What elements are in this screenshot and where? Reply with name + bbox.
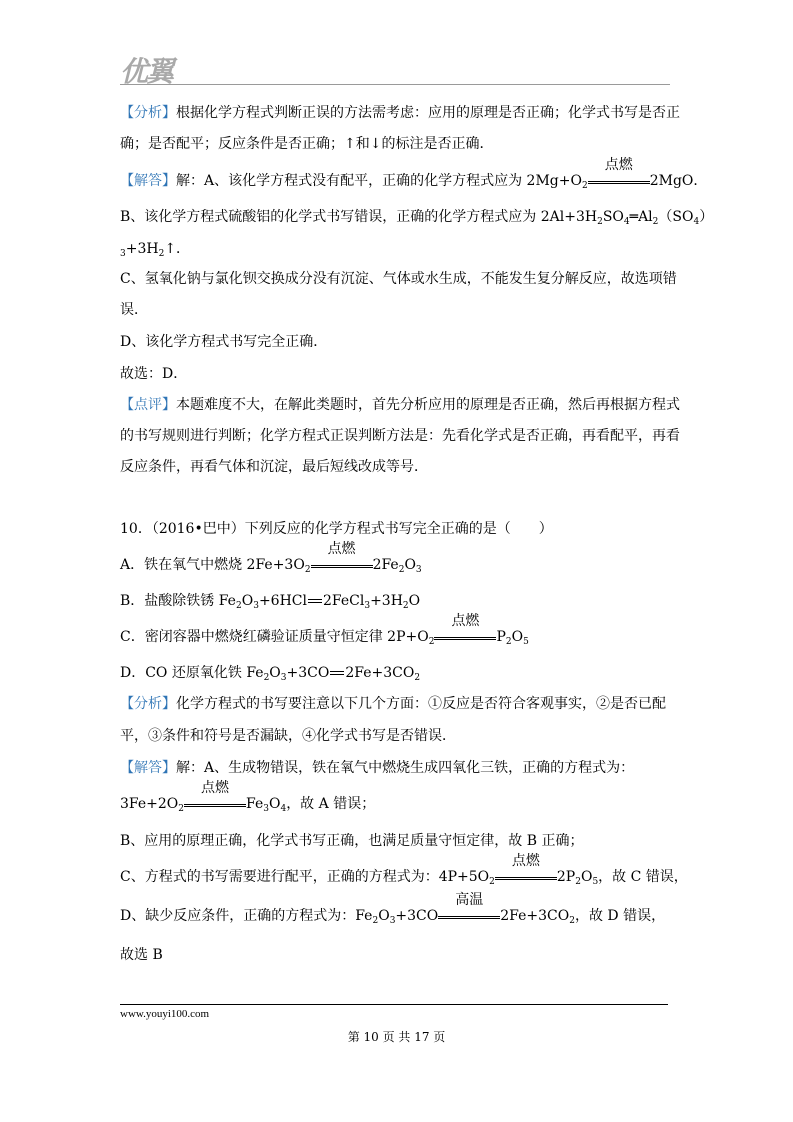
option-c <box>120 613 529 647</box>
option-text: O <box>269 665 281 681</box>
option-text: C．密闭容器中燃烧红磷验证质量守恒定律 2P+O <box>120 629 429 645</box>
reaction-condition <box>588 157 650 190</box>
option-text: +3CO <box>286 665 330 681</box>
reaction-condition <box>184 780 246 813</box>
option-b <box>120 592 420 610</box>
question-stem <box>120 520 553 538</box>
option-a <box>120 541 422 575</box>
equation-text: （SO <box>658 209 694 225</box>
comment-text: 反应条件，再看气体和沉淀，最后短线改成等号． <box>120 459 428 475</box>
analysis-text: 平，③条件和符号是否漏缺，④化学式书写是否错误． <box>120 728 456 744</box>
q10-solution-line-d <box>120 892 666 926</box>
solution-text: D、该化学方程式书写完全正确． <box>120 334 328 350</box>
reaction-condition <box>434 613 496 646</box>
solution-tag: 【解答】 <box>120 760 176 776</box>
equation-text: ═Al <box>629 209 653 225</box>
choice-line <box>120 365 187 383</box>
equation-text: ，故 C 错误， <box>598 869 688 885</box>
option-text: A．铁在氧气中燃烧 2Fe+3O <box>120 557 305 573</box>
subscript: 5 <box>592 877 599 887</box>
equation-text: 解：A、该化学方程式没有配平，正确的化学方程式应为 2Mg+O <box>176 173 582 189</box>
equation-text: O <box>378 908 390 924</box>
option-text: O <box>511 629 524 645</box>
subscript: 3 <box>280 673 287 683</box>
comment-line-3 <box>120 458 428 476</box>
reaction-condition <box>311 541 373 574</box>
equation-text: ） <box>699 209 714 225</box>
comment-line-2 <box>120 427 680 445</box>
header-rule <box>120 84 670 85</box>
q10-solution-line-a2 <box>120 780 376 814</box>
condition-label: 高温 <box>455 892 484 908</box>
solution-line-d <box>120 333 327 351</box>
solution-line-a <box>120 157 708 191</box>
subscript: 2 <box>428 637 435 647</box>
equals-sign <box>438 916 500 919</box>
equals-sign <box>311 565 373 568</box>
option-text: O <box>241 593 254 609</box>
subscript: 2 <box>569 916 575 926</box>
reaction-condition <box>495 853 557 886</box>
q10-solution-line-c <box>120 853 688 887</box>
analysis-text: 确；是否配平；反应条件是否正确；↑和↓的标注是否正确． <box>120 136 494 152</box>
equals-sign <box>308 599 322 603</box>
subscript: 2 <box>402 601 409 611</box>
analysis-tag: 【分析】 <box>120 105 176 121</box>
subscript: 3 <box>415 565 422 575</box>
choice-text: 故选 B <box>120 947 163 963</box>
option-text: +3H <box>370 593 403 609</box>
subscript: 4 <box>623 217 630 227</box>
comment-tag: 【点评】 <box>120 397 176 413</box>
subscript: 3 <box>364 601 371 611</box>
equation-text: B、该化学方程式硫酸铝的化学式书写错误，正确的化学方程式应为 2Al+3H <box>120 209 598 225</box>
equation-text: ↑． <box>164 241 191 257</box>
condition-label: 点燃 <box>451 613 480 629</box>
equation-text: 2P <box>556 869 576 885</box>
equation-text: SO <box>602 209 624 225</box>
solution-text: 解：A、生成物错误，铁在氧气中燃烧生成四氧化三铁，正确的方程式为： <box>176 760 635 776</box>
option-text: 2Fe+3CO <box>345 665 415 681</box>
subscript: 2 <box>372 916 379 926</box>
subscript: 4 <box>693 217 700 227</box>
option-text: +6HCl <box>258 593 307 609</box>
subscript: 3 <box>253 601 259 611</box>
subscript: 3 <box>120 249 126 259</box>
analysis-line-1 <box>120 104 680 122</box>
analysis-line-2 <box>120 135 493 153</box>
q10-solution-line-a1 <box>120 759 634 777</box>
subscript: 3 <box>389 916 396 926</box>
subscript: 2 <box>398 565 405 575</box>
analysis-text: 根据化学方程式判断正误的方法需考虑：应用的原理是否正确；化学式书写是否正 <box>176 105 680 121</box>
equals-sign <box>330 671 344 675</box>
subscript: 2 <box>575 877 581 887</box>
solution-line-c1 <box>120 270 677 288</box>
condition-label: 点燃 <box>327 541 356 557</box>
condition-label: 点燃 <box>511 853 540 869</box>
page-number: 第 10 页 共 17 页 <box>347 1030 446 1044</box>
analysis-text: 化学方程式的书写要注意以下几个方面：①反应是否符合客观事实，②是否已配 <box>176 696 666 712</box>
equals-sign <box>184 804 246 807</box>
subscript: 2 <box>263 673 270 683</box>
subscript: 2 <box>158 249 165 259</box>
option-d <box>120 664 420 682</box>
equals-sign <box>495 877 557 880</box>
equation-text: O <box>580 869 593 885</box>
solution-tag: 【解答】 <box>120 173 176 189</box>
subscript: 2 <box>581 181 588 191</box>
solution-text: C、氢氧化钠与氯化钡交换成分没有沉淀、气体或水生成，不能发生复分解反应，故选项错 <box>120 271 677 287</box>
subscript: 2 <box>652 217 659 227</box>
solution-text: B、应用的原理正确，化学式书写正确，也满足质量守恒定律，故 B 正确； <box>120 833 584 849</box>
option-text: 2FeCl <box>322 593 365 609</box>
equation-text: ，故 A 错误； <box>286 796 376 812</box>
question-text: 10．（2016•巴中）下列反应的化学方程式书写完全正确的是（ ） <box>120 521 553 537</box>
equation-text: ，故 D 错误， <box>574 908 666 924</box>
equation-text: +3H <box>125 241 159 257</box>
option-text: P <box>496 629 506 645</box>
equation-text: 2MgO． <box>649 173 708 189</box>
comment-text: 的书写规则进行判断；化学方程式正误判断方法是：先看化学式是否正确，再看配平，再看 <box>120 428 680 444</box>
solution-line-c2 <box>120 301 148 319</box>
q10-solution-line-b <box>120 832 583 850</box>
footer-rule <box>120 1004 668 1005</box>
equals-sign <box>588 181 650 184</box>
comment-line-1 <box>120 396 680 414</box>
subscript: 3 <box>263 804 269 814</box>
solution-line-b1 <box>120 208 713 226</box>
condition-label: 点燃 <box>604 157 633 173</box>
choice-text: 故选：D． <box>120 366 188 382</box>
q10-analysis-line-2 <box>120 727 456 745</box>
subscript: 2 <box>597 217 603 227</box>
option-text: 2Fe <box>372 557 399 573</box>
option-text: B．盐酸除铁锈 Fe <box>120 593 236 609</box>
subscript: 2 <box>505 637 512 647</box>
equation-text: Fe <box>246 796 264 812</box>
q10-choice-line <box>120 946 163 964</box>
condition-label: 点燃 <box>201 780 229 796</box>
q10-analysis-line-1 <box>120 695 666 713</box>
reaction-condition <box>438 892 500 925</box>
solution-line-b2 <box>120 240 190 258</box>
option-text: D．CO 还原氧化铁 Fe <box>120 665 264 681</box>
equation-text: 3Fe+2O <box>120 796 179 812</box>
equation-text: C、方程式的书写需要进行配平，正确的方程式为：4P+5O <box>120 869 490 885</box>
equation-text: 2Fe+3CO <box>500 908 570 924</box>
option-text: O <box>408 593 421 609</box>
equals-sign <box>434 637 496 640</box>
subscript: 4 <box>280 804 287 814</box>
logo: 优翼 <box>120 55 173 88</box>
subscript: 2 <box>178 804 184 814</box>
subscript: 5 <box>523 637 529 647</box>
solution-text: 误． <box>120 302 148 318</box>
equation-text: +3CO <box>395 908 439 924</box>
subscript: 2 <box>414 673 421 683</box>
subscript: 2 <box>304 565 311 575</box>
subscript: 2 <box>489 877 495 887</box>
equation-text: D、缺少反应条件，正确的方程式为：Fe <box>120 908 373 924</box>
option-text: O <box>404 557 416 573</box>
analysis-tag: 【分析】 <box>120 696 176 712</box>
equation-text: O <box>268 796 281 812</box>
footer-url[interactable]: www.youyi100.com <box>120 1008 210 1020</box>
subscript: 2 <box>235 601 242 611</box>
comment-text: 本题难度不大，在解此类题时，首先分析应用的原理是否正确，然后再根据方程式 <box>176 397 680 413</box>
